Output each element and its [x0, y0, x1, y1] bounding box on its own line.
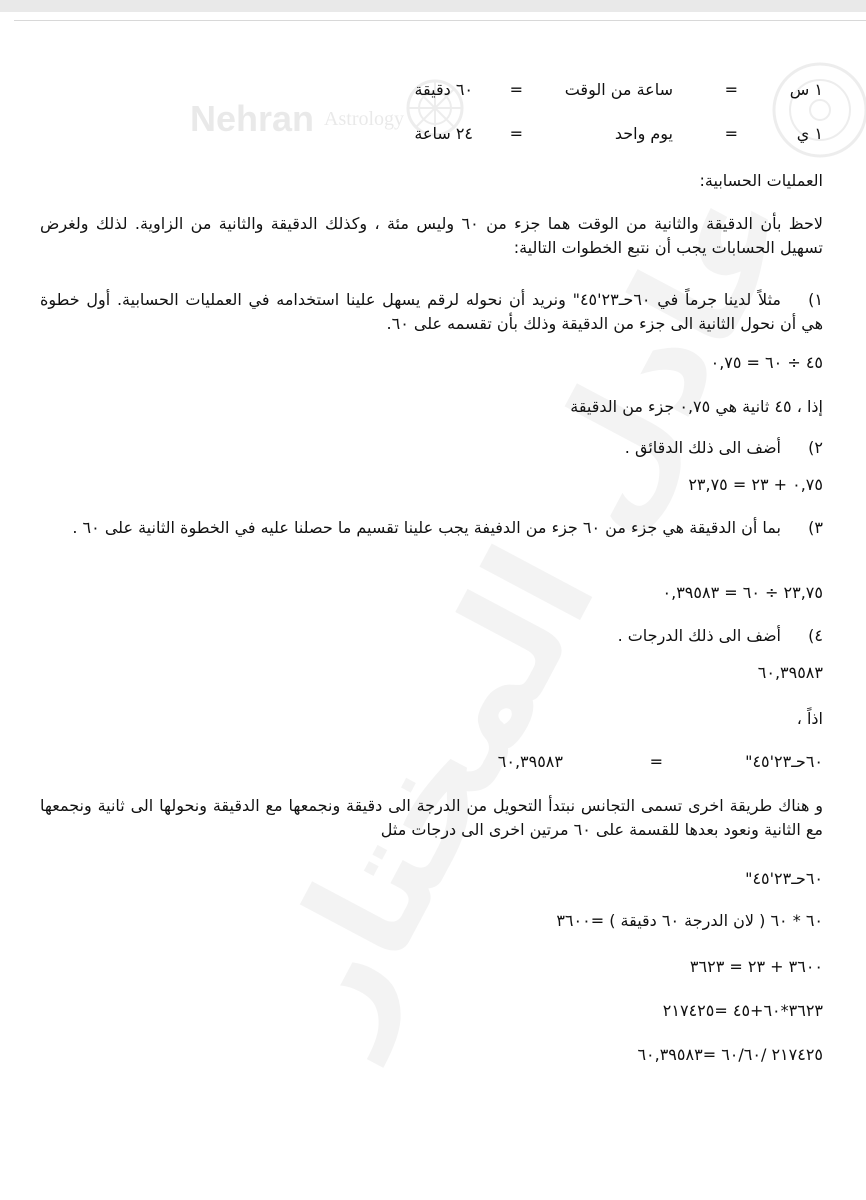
def-meaning: ساعة من الوقت [564, 80, 673, 99]
step-1 [40, 288, 823, 336]
def-value: ٦٠ دقيقة [414, 80, 473, 99]
step-3-calculation: ٢٣,٧٥ ÷ ٦٠ = ٠,٣٩٥٨٣ [662, 583, 823, 602]
step-number: ٣) [808, 518, 823, 537]
watermark-brand: Nehran [190, 98, 315, 139]
def-equals: = [509, 80, 523, 99]
step-2 [40, 436, 823, 460]
zodiac-wheel-large-icon [770, 60, 866, 160]
conclusion-equals: = [649, 752, 663, 771]
method-2-calc-1: ٦٠ * ٦٠ ( لان الدرجة ٦٠ دقيقة ) =٣٦٠٠ [556, 911, 823, 930]
def-equals: = [724, 124, 738, 143]
def-symbol: ١ ي [796, 124, 823, 143]
step-text: بما أن الدقيقة هي جزء من ٦٠ جزء من الدفيفة يجب علينا تقسيم ما حصلنا عليه في الخطوة الثانية على ٦٠ . [72, 518, 781, 537]
page-top-edge [0, 0, 866, 12]
method-2-intro: و هناك طريقة اخرى تسمى التجانس نبتدأ التحويل من الدرجة الى دقيقة ونجمعها مع الدقيقة ونحولها الى ثانية ونجمعها مع الثانية ونعود بعدها للقسمة على ٦٠ مرتين اخرى الى درجات مثل [40, 796, 823, 839]
step-4-calculation: ٦٠,٣٩٥٨٣ [757, 663, 823, 682]
section-heading: العمليات الحسابية: [699, 171, 823, 190]
step-text: أضف الى ذلك الدقائق . [624, 438, 781, 457]
step-3 [40, 516, 823, 540]
step-2-calculation: ٠,٧٥ + ٢٣ = ٢٣,٧٥ [688, 475, 823, 494]
def-value: ٢٤ ساعة [414, 124, 473, 143]
step-4 [40, 624, 823, 648]
method-2-calc-4: ٢١٧٤٢٥ /٦٠/٦٠ =٦٠,٣٩٥٨٣ [637, 1045, 823, 1064]
method-2-example: ٦٠حـ٢٣'٤٥" [745, 869, 823, 888]
step-1-result: إذا ، ٤٥ ثانية هي ٠,٧٥ جزء من الدقيقة [570, 397, 823, 416]
page-top-line [14, 20, 866, 21]
step-text: أضف الى ذلك الدرجات . [617, 626, 781, 645]
conclusion-left: ٦٠حـ٢٣'٤٥" [745, 752, 823, 771]
watermark-sub: Astrology [324, 107, 405, 130]
step-number: ٤) [808, 626, 823, 645]
step-number: ١) [808, 290, 823, 309]
conclusion-right: ٦٠,٣٩٥٨٣ [497, 752, 563, 771]
def-symbol: ١ س [789, 80, 823, 99]
def-meaning: يوم واحد [614, 124, 673, 143]
intro-paragraph: لاحظ بأن الدقيقة والثانية من الوقت هما جزء من ٦٠ وليس مئة ، وكذلك الدقيقة والثانية من الزاوية. لذلك ولغرض تسهيل الحسابات يجب أن نتبع الخطوات التالية: [40, 214, 824, 257]
conclusion-label: اذاً ، [796, 709, 823, 728]
step-1-calculation: ٤٥ ÷ ٦٠ = ٠,٧٥ [710, 353, 823, 372]
def-equals: = [509, 124, 523, 143]
step-number: ٢) [808, 438, 823, 457]
def-equals: = [724, 80, 738, 99]
watermark-header [190, 98, 404, 140]
method-2-calc-2: ٣٦٠٠ + ٢٣ = ٣٦٢٣ [689, 957, 823, 976]
step-text: مثلاً لدينا جرماً في ٦٠حـ٢٣'٤٥" ونريد أن نحوله لرقم يسهل علينا استخدامه في العمليات الحسابية. أول خطوة هي أن نحول الثانية الى جزء من الدقيقة وذلك بأن تقسمه على ٦٠. [40, 290, 823, 333]
method-2-calc-3: ٣٦٢٣*٦٠+٤٥ =٢١٧٤٢٥ [662, 1001, 823, 1020]
